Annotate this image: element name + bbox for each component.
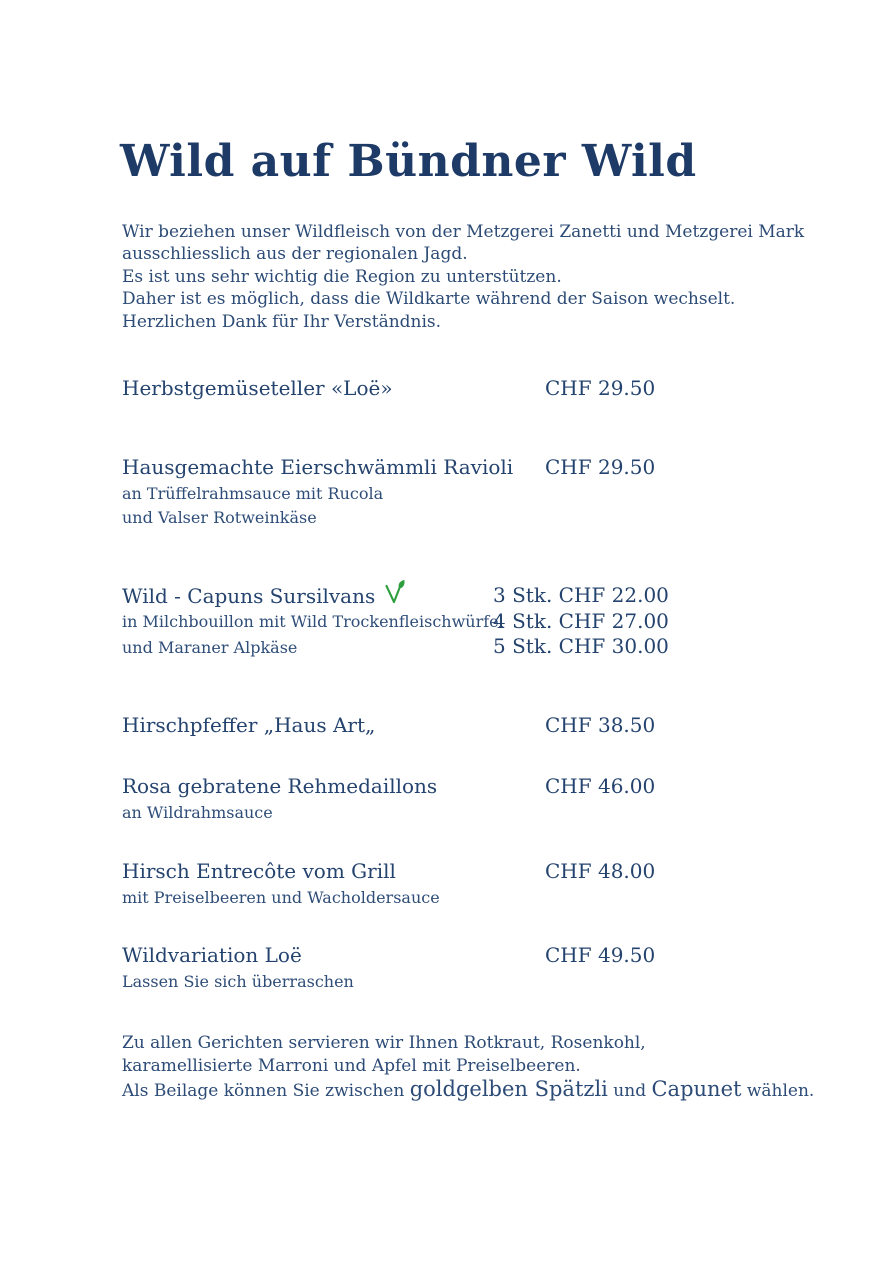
item-subline: an Trüffelrahmsauce mit Rucola <box>122 484 384 503</box>
intro-line: Daher ist es möglich, dass die Wildkarte während der Saison wechselt. <box>122 289 736 310</box>
item-subline: in Milchbouillon mit Wild Trockenfleischwürfel <box>122 612 504 631</box>
menu-item <box>122 455 782 529</box>
menu-item <box>122 859 782 910</box>
item-name: Hausgemachte Eierschwämmli Ravioli <box>122 455 514 479</box>
footer-line: karamellisierte Marroni und Apfel mit Preiselbeeren. <box>122 1056 581 1076</box>
item-price: CHF 49.50 <box>545 943 656 967</box>
footer-text: und <box>607 1081 652 1101</box>
footer-text: Als Beilage können Sie zwischen <box>122 1081 410 1101</box>
item-price-options <box>493 583 669 660</box>
item-subline: und Maraner Alpkäse <box>122 637 298 657</box>
intro-line: Herzlichen Dank für Ihr Verständnis. <box>122 311 442 332</box>
item-subline: mit Preiselbeeren und Wacholdersauce <box>122 888 440 907</box>
footer-line: Zu allen Gerichten servieren wir Ihnen Rotkraut, Rosenkohl, <box>122 1033 646 1053</box>
item-subline: an Wildrahmsauce <box>122 803 273 822</box>
menu-item <box>122 583 782 660</box>
item-name: Rosa gebratene Rehmedaillons <box>122 774 438 798</box>
item-price: CHF 46.00 <box>545 774 656 798</box>
side-dish-spaetzli: goldgelben Spätzli <box>409 1077 608 1101</box>
menu-item <box>122 376 782 401</box>
item-name: Hirschpfeffer „Haus Art„ <box>122 713 376 737</box>
intro-line: Wir beziehen unser Wildfleisch von der Metzgerei Zanetti und Metzgerei Mark <box>122 222 805 242</box>
menu-item <box>122 943 782 994</box>
side-dish-capunet: Capunet <box>651 1077 742 1101</box>
item-name: Wild - Capuns Sursilvans <box>122 584 376 608</box>
item-price: CHF 29.50 <box>545 455 656 479</box>
item-price: 4 Stk. CHF 27.00 <box>493 608 669 633</box>
menu-item <box>122 774 782 825</box>
item-subline: und Valser Rotweinkäse <box>122 507 317 527</box>
footer-text: wählen. <box>741 1081 815 1101</box>
menu-intro <box>122 221 804 333</box>
item-price: CHF 29.50 <box>545 376 656 400</box>
item-name: Herbstgemüseteller «Loë» <box>122 376 393 400</box>
item-price: 3 Stk. CHF 22.00 <box>493 583 669 607</box>
item-price: CHF 38.50 <box>545 713 656 737</box>
footer-line <box>122 1078 814 1103</box>
item-name: Hirsch Entrecôte vom Grill <box>122 859 396 883</box>
page-title: Wild auf Bündner Wild <box>120 136 697 187</box>
intro-line: ausschliesslich aus der regionalen Jagd. <box>122 244 468 265</box>
intro-line: Es ist uns sehr wichtig die Region zu unterstützen. <box>122 266 562 287</box>
menu-item <box>122 713 782 738</box>
leaf-v-icon <box>384 579 406 609</box>
item-subline: Lassen Sie sich überraschen <box>122 972 354 991</box>
item-name: Wildvariation Loë <box>122 943 302 967</box>
item-price: CHF 48.00 <box>545 859 656 883</box>
menu-footer <box>122 1032 814 1103</box>
item-price: 5 Stk. CHF 30.00 <box>493 634 669 659</box>
